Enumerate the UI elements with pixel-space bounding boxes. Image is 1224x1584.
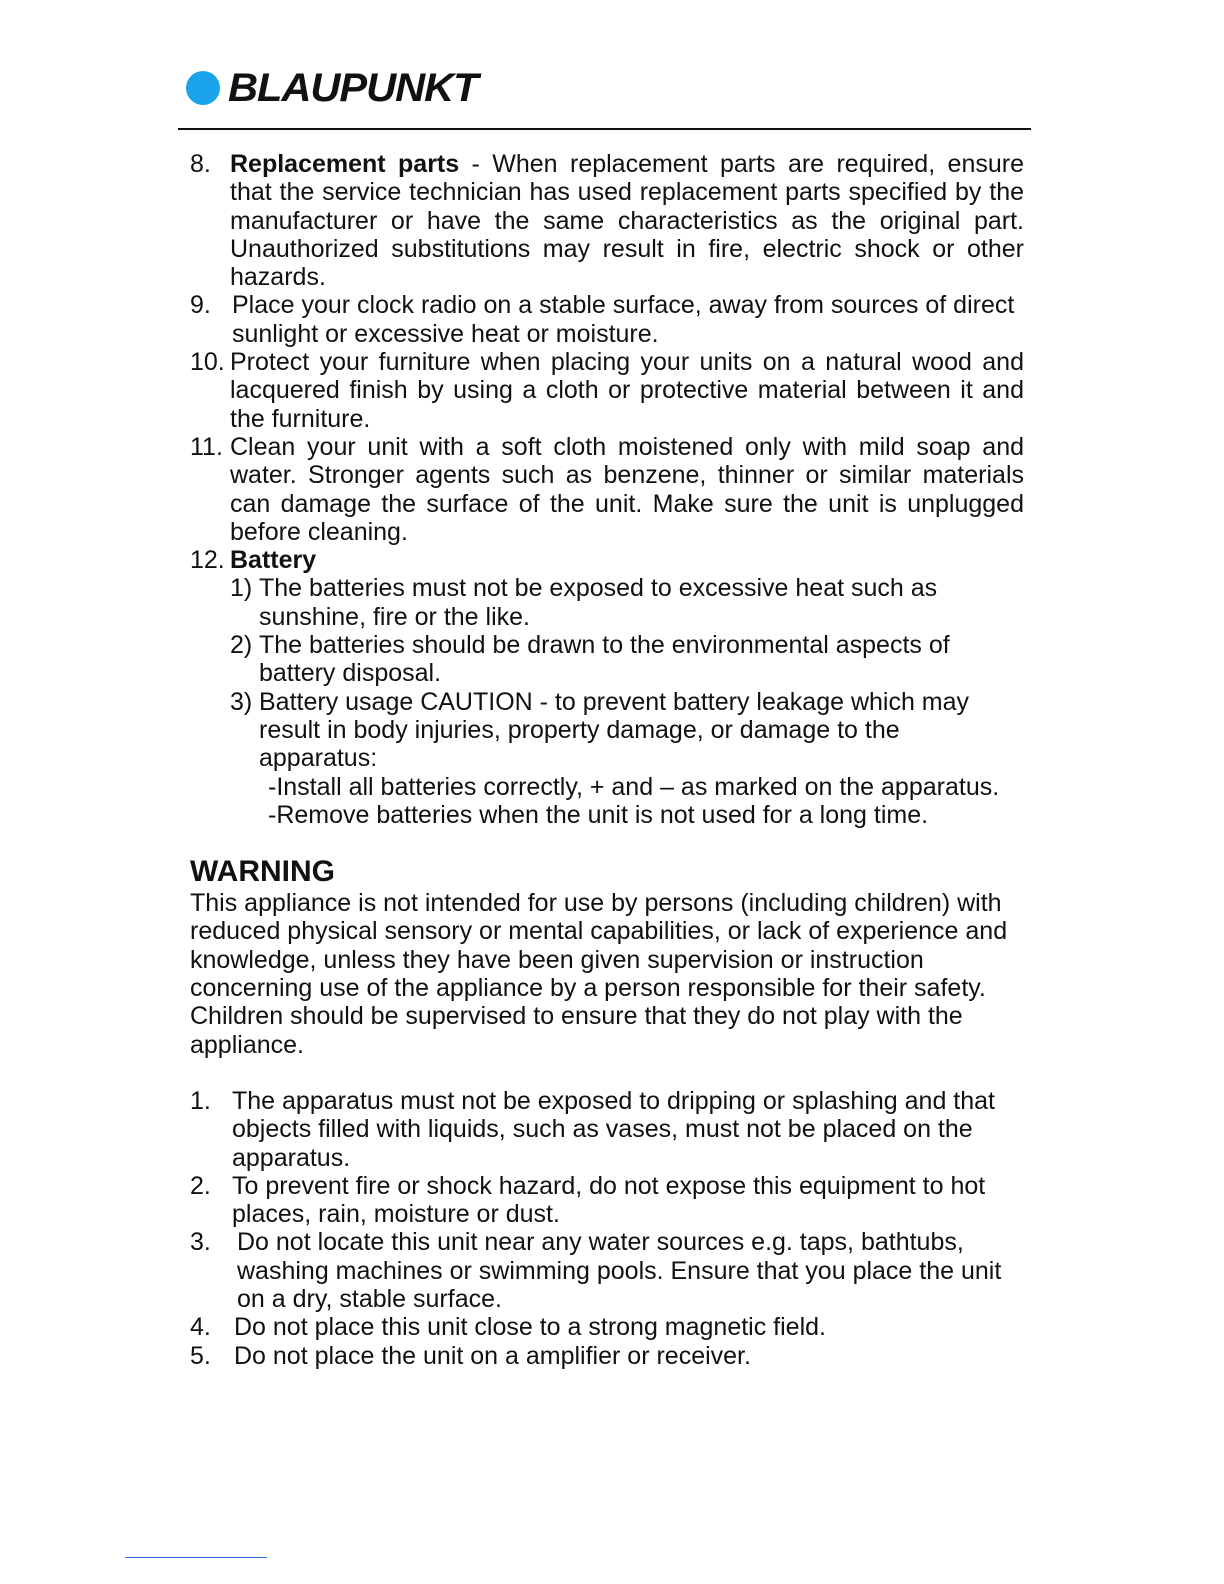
header-divider: [178, 128, 1031, 130]
item-number: 10.: [190, 348, 225, 377]
battery-item-text: The batteries must not be exposed to excessive heat such as sunshine, fire or the like.: [259, 574, 938, 631]
battery-item: [190, 574, 1024, 631]
list-item: [190, 546, 1024, 574]
battery-item-number: 2): [230, 631, 253, 660]
list-item: [190, 1228, 1024, 1313]
item-text: Do not place this unit close to a strong magnetic field.: [234, 1313, 826, 1342]
item-text: To prevent fire or shock hazard, do not expose this equipment to hot places, rain, moisture or dust.: [232, 1171, 986, 1229]
item-number: 9.: [190, 291, 211, 320]
list-item: [190, 1313, 1024, 1341]
list-item: [190, 1172, 1024, 1229]
warning-paragraph: Children should be supervised to ensure that they do not play with the appliance.: [190, 1002, 963, 1059]
battery-item-text: Battery usage CAUTION - to prevent battery leakage which may result in body injuries, property damage, or damage to the apparatus:: [259, 687, 970, 773]
battery-item-text: The batteries should be drawn to the environmental aspects of battery disposal.: [259, 631, 950, 688]
logo-dot-icon: [186, 71, 220, 105]
document-body: [190, 150, 1024, 1370]
brand-name: BLAUPUNKT: [228, 66, 478, 110]
item-text: - When replacement parts are required, ensure that the service technician has used replacement parts specified by the manufacturer or have the same characteristics as the original part. Unauthorized substitutions may result in fire, electric shock or other hazards.: [230, 150, 1024, 292]
brand-logo: [186, 66, 478, 110]
item-text: Clean your unit with a soft cloth moistened only with mild soap and water. Stronger agents such as benzene, thinner or similar materials can damage the surface of the unit. Make sure the unit is unplugged before cleaning.: [230, 432, 1024, 546]
warning-paragraph: This appliance is not intended for use by persons (including children) with reduced physical sensory or mental capabilities, or lack of experience and knowledge, unless they have been given supervision or instruction concerning use of the appliance by a person responsible for their safety.: [190, 889, 1008, 1003]
item-text: Protect your furniture when placing your units on a natural wood and lacquered finish by using a cloth or protective material between it and the furniture.: [230, 348, 1024, 433]
item-number: 12.: [190, 546, 225, 575]
item-number: 11.: [190, 432, 223, 461]
item-text: Place your clock radio on a stable surface, away from sources of direct sunlight or excessive heat or moisture.: [232, 291, 1015, 348]
item-title: Replacement parts: [230, 150, 460, 178]
battery-item: [190, 631, 1024, 688]
item-text: Do not place the unit on a amplifier or receiver.: [234, 1341, 751, 1370]
battery-item-number: 3): [230, 687, 253, 716]
item-text: The apparatus must not be exposed to dripping or splashing and that objects filled with liquids, such as vases, must not be placed on the apparatus.: [232, 1086, 996, 1172]
battery-note: -Remove batteries when the unit is not used for a long time.: [268, 800, 929, 829]
item-number: 3.: [190, 1228, 211, 1257]
battery-item: [190, 688, 1024, 773]
list-item: [190, 433, 1024, 546]
list-item: [190, 291, 1024, 348]
item-number: 2.: [190, 1171, 211, 1200]
list-item: [190, 348, 1024, 433]
list-item: [190, 150, 1024, 291]
item-number: 5.: [190, 1341, 211, 1370]
battery-note: -Install all batteries correctly, + and – as marked on the apparatus.: [268, 772, 1000, 801]
list-item: [190, 1342, 1024, 1370]
warning-heading: WARNING: [190, 855, 335, 889]
footer-link-line: [125, 1557, 267, 1558]
item-number: 1.: [190, 1086, 211, 1115]
item-number: 8.: [190, 150, 211, 178]
battery-item-number: 1): [230, 574, 253, 603]
item-text: Do not locate this unit near any water sources e.g. taps, bathtubs, washing machines or swimming pools. Ensure that you place the unit on a dry, stable surface.: [237, 1228, 1002, 1313]
item-title: Battery: [230, 546, 317, 575]
item-number: 4.: [190, 1313, 211, 1342]
list-item: [190, 1087, 1024, 1172]
